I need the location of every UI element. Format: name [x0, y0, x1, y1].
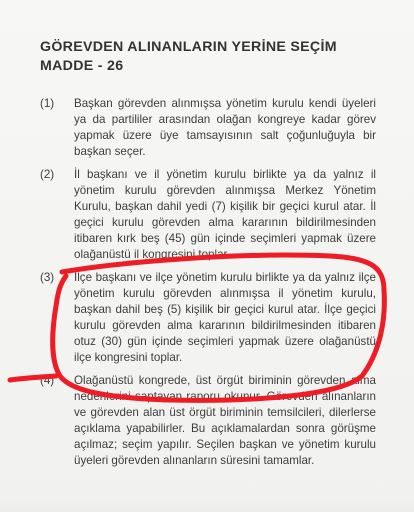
clause-list — [40, 96, 376, 476]
clause-number: (4) — [40, 374, 55, 387]
clause-number: (3) — [40, 271, 55, 284]
clause-text: İl başkanı ve il yönetim kurulu birlikte ya da yalnız il yönetim kurulu görevden alınmışsa Merkez Yönetim Kurulu, başkan dahil yedi (7) kişilik bir geçici kurul atar. İl geçici kurulu görevden alma kararının bildirilmesinden itibaren kırk beş (45) gün içinde seçimleri yapmak üzere olağanüstü il kongresini toplar. — [74, 168, 376, 261]
clause-1 — [40, 96, 376, 160]
clause-text: İlçe başkanı ve ilçe yönetim kurulu birlikte ya da yalnız ilçe yönetim kurulu görevden alınmışsa il yönetim kurulu, başkan dahil beş (5) kişilik bir geçici kurul atar. İlçe geçici kurulu görevden alma kararının bildirilmesinden itibaren otuz (30) gün içinde seçimleri yapmak üzere olağanüstü ilçe kongresini toplar. — [74, 271, 376, 364]
clause-text: Olağanüstü kongrede, üst örgüt biriminin görevden alma nedenlerini saptayan raporu okunur. Görevden alınanların ve görevden alan üst örgüt biriminin temsilcileri, dilerlerse açıklama yapabilirler. Bu açıklamalardan sonra görüşme açılmaz; seçim yapılır. Seçilen başkan ve yönetim kurulu üyeleri görevden alınanların süresini tamamlar. — [74, 374, 376, 467]
clause-number: (1) — [40, 97, 55, 110]
clause-number: (2) — [40, 168, 55, 181]
article-heading — [40, 38, 380, 76]
clause-text: Başkan görevden alınmışsa yönetim kurulu kendi üyeleri ya da partililer arasından olağan kongreye kadar görev yapmak üzere üye tamsayısının salt çoğunluğuyla bir başkan seçer. — [74, 97, 376, 158]
article-title: GÖREVDEN ALINANLARIN YERİNE SEÇİM — [40, 39, 337, 55]
page-shadow — [0, 500, 414, 512]
clause-3 — [40, 270, 376, 366]
clause-2 — [40, 167, 376, 263]
article-number: MADDE - 26 — [40, 58, 124, 74]
clause-4 — [40, 373, 376, 469]
